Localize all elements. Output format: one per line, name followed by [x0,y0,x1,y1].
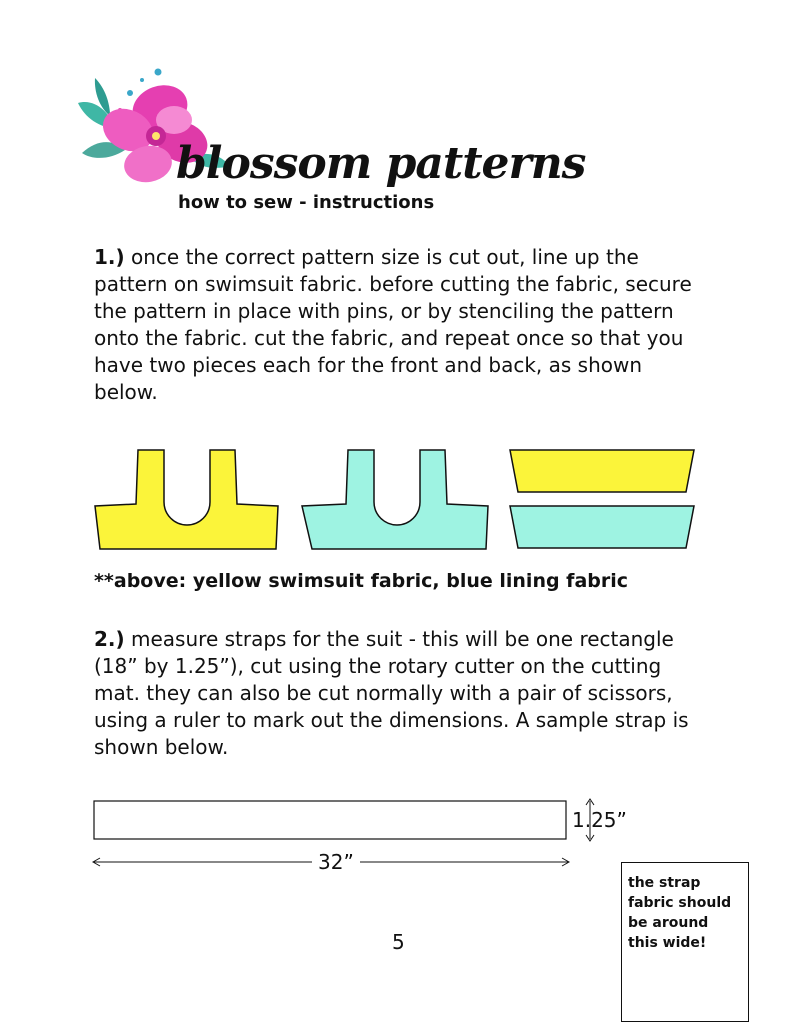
strap-rectangle [94,801,566,839]
strap-height-label: 1.25” [572,808,627,832]
yellow-front-piece [95,450,278,549]
yellow-back-piece [510,450,694,492]
step-1-text: once the correct pattern size is cut out, line up the pattern on swimsuit fabric. before cutting the fabric, secure the pattern in place with pins, or by stenciling the pattern onto the fabric. cut the fabric, and repeat once so that you have two pieces each for the front and back, as shown below. [94,245,692,404]
pattern-pieces-illustration [90,444,710,562]
step-1-paragraph [94,244,704,406]
step-2-text: measure straps for the suit - this will be one rectangle (18” by 1.25”), cut using the rotary cutter on the cutting mat. they can also be cut normally with a pair of scissors, using a ruler to mark out the dimensions. A sample strap is shown below. [94,627,689,759]
brand-subtitle: how to sew - instructions [178,192,435,213]
step-1-number: 1.) [94,245,125,269]
brand-title: blossom patterns [176,138,586,189]
step-2-number: 2.) [94,627,125,651]
page-number: 5 [392,930,405,954]
strap-width-note: the strap fabric should be around this wide! [621,862,749,1022]
strap-width-label: 32” [312,850,360,874]
blue-front-piece [302,450,488,549]
step-2-paragraph [94,626,704,761]
pieces-caption: **above: yellow swimsuit fabric, blue lining fabric [94,570,629,592]
blue-back-piece [510,506,694,548]
